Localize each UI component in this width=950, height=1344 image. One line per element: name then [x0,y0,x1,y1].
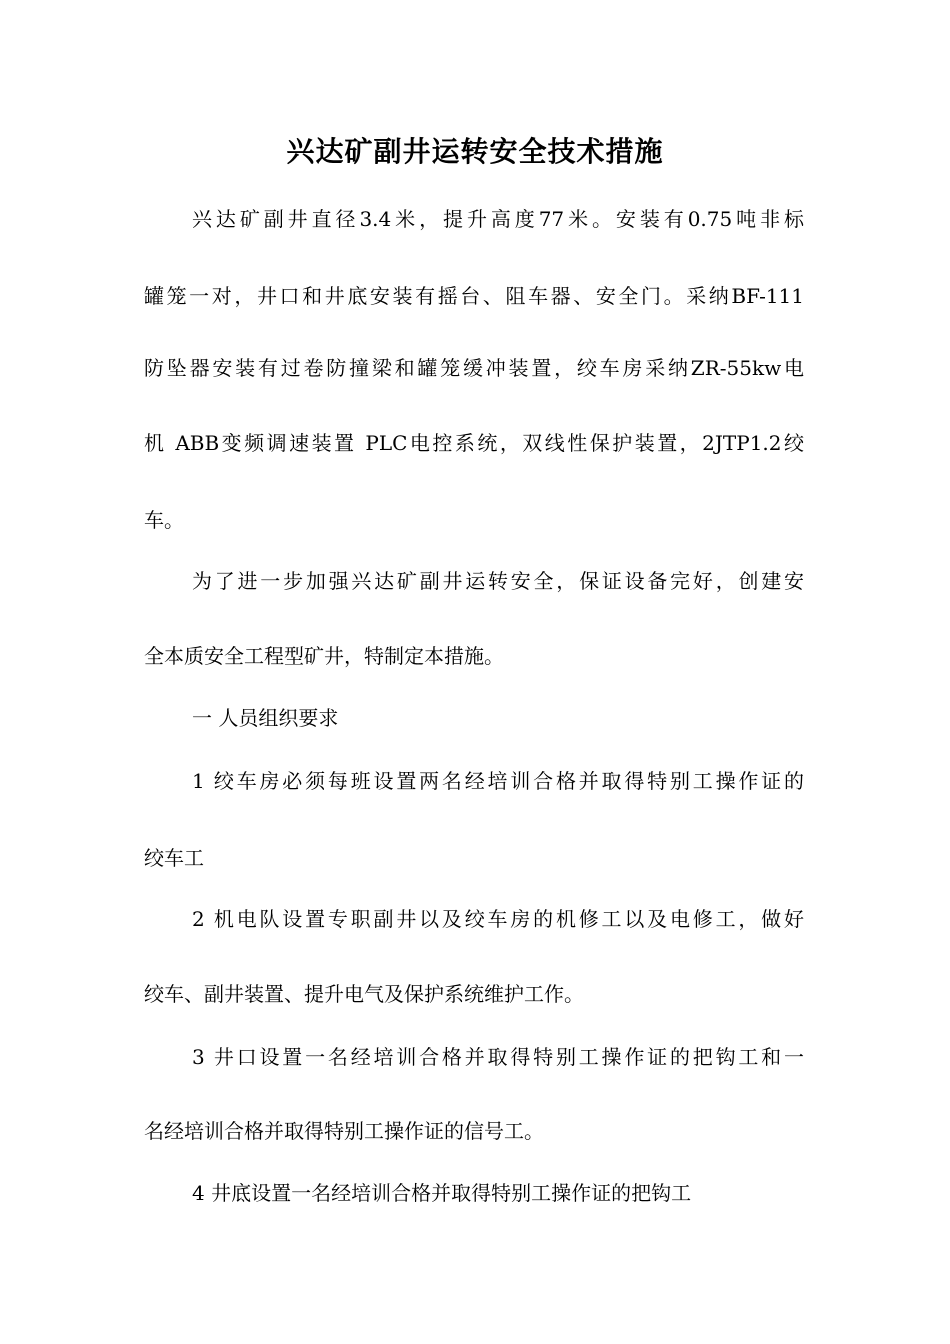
paragraph-line: 为了进一步加强兴达矿副井运转安全，保证设备完好，创建安 [192,569,804,593]
paragraph-line: 机 ABB变频调速装置 PLC电控系统，双线性保护装置，2JTP1.2绞 [144,431,804,455]
document-title: 兴达矿副井运转安全技术措施 [286,135,664,168]
list-item-line: 4 井底设置一名经培训合格并取得特别工操作证的把钩工 [192,1181,692,1205]
paragraph-line: 防坠器安装有过卷防撞梁和罐笼缓冲装置，绞车房采纳ZR-55kw电 [144,356,804,380]
section-heading: 一 人员组织要求 [192,706,339,730]
list-item-line: 绞车工 [144,846,204,870]
list-item-line: 3 井口设置一名经培训合格并取得特别工操作证的把钩工和一 [192,1045,804,1069]
list-item-line: 1 绞车房必须每班设置两名经培训合格并取得特别工操作证的 [192,769,804,793]
paragraph-line: 车。 [144,508,184,532]
list-item-line: 绞车、副井装置、提升电气及保护系统维护工作。 [144,982,584,1006]
paragraph-line: 罐笼一对，井口和井底安装有摇台、阻车器、安全门。采纳BF-111 [144,284,804,308]
list-item-line: 名经培训合格并取得特别工操作证的信号工。 [144,1119,544,1143]
list-item-line: 2 机电队设置专职副井以及绞车房的机修工以及电修工，做好 [192,907,804,931]
paragraph-line: 全本质安全工程型矿井，特制定本措施。 [144,644,504,668]
paragraph-line: 兴达矿副井直径3.4米，提升高度77米。安装有0.75吨非标 [192,207,804,231]
